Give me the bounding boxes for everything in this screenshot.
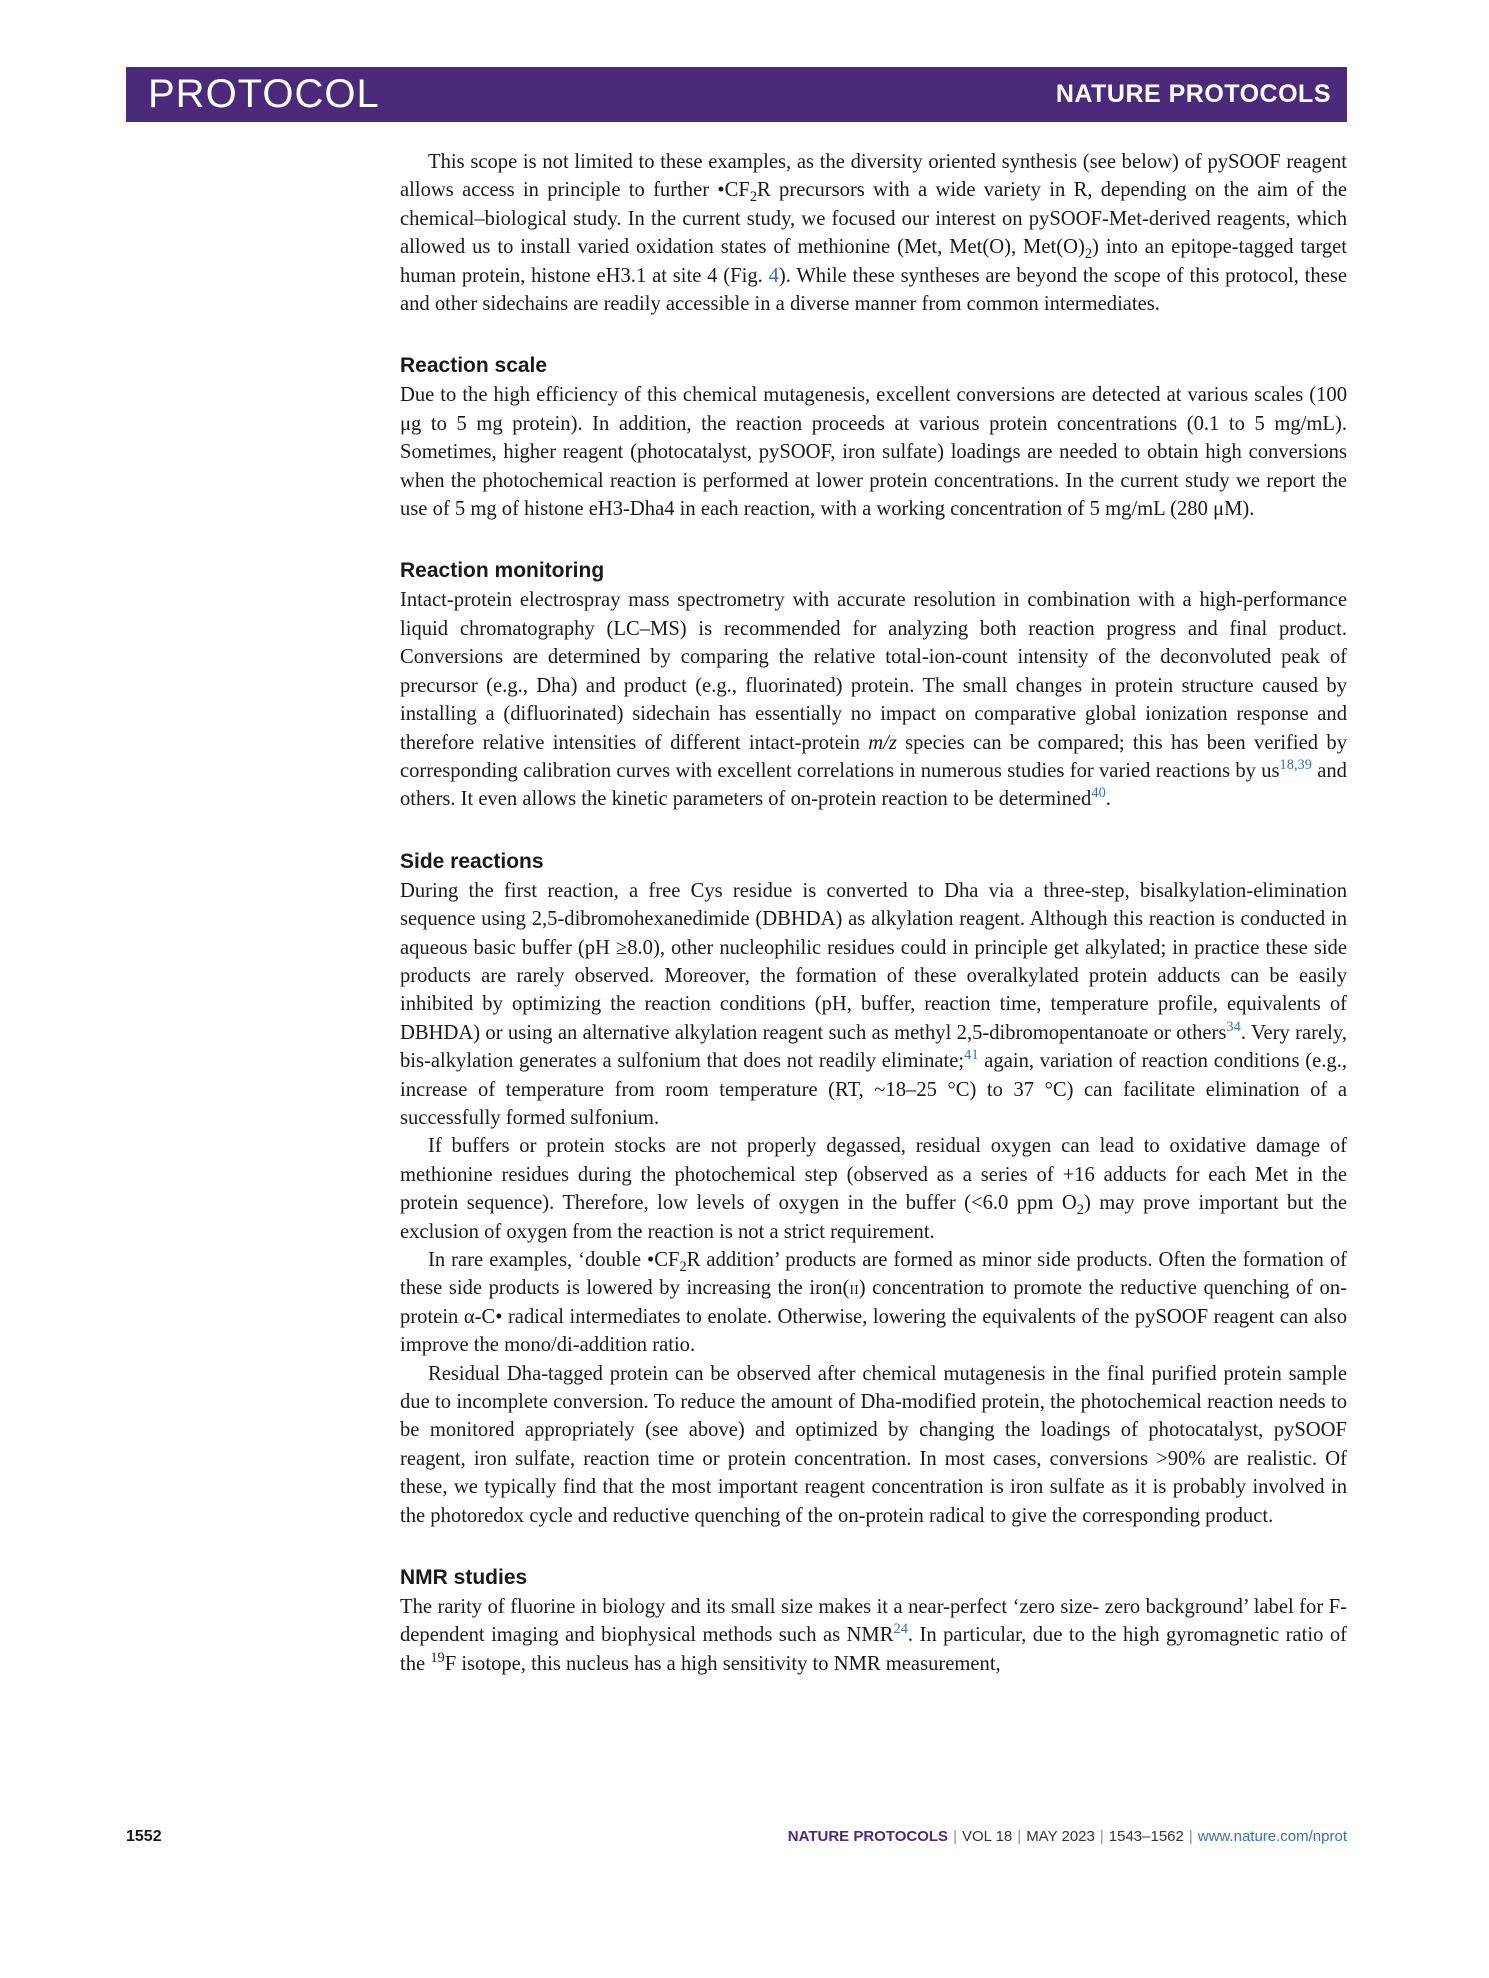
section-label: PROTOCOL bbox=[148, 72, 380, 116]
paragraph: Intact-protein electrospray mass spectrometry with accurate resolution in combination with a high-performance liquid chromatography (LC–MS) is recommended for analyzing both reaction progress and final product. Conversions are determined by comparing the relative total-ion-count intensity of the deconvoluted peak of precursor (e.g., Dha) and product (e.g., fluorinated) protein. The small changes in protein structure caused by installing a (difluorinated) sidechain has essentially no impact on comparative global ionization response and therefore relative intensities of different intact-protein m/z species can be compared; this has been verified by corresponding calibration curves with excellent correlations in numerous studies for varied reactions by us$^{18,39}$ and others. It even allows the kinetic parameters of on-protein reaction to be determined$^{40}$. bbox=[400, 589, 1347, 811]
main-content bbox=[400, 148, 1347, 1678]
page-footer bbox=[126, 1828, 1347, 1852]
paragraph: Residual Dha-tagged protein can be observed after chemical mutagenesis in the final purified protein sample due to incomplete conversion. To reduce the amount of Dha-modified protein, the photochemical reaction needs to be monitored appropriately (see above) and optimized by changing the loadings of photocatalyst, pySOOF reagent, iron sulfate, reaction time or protein concentration. In most cases, conversions >90% are realistic. Of these, we typically find that the most important reagent concentration is iron sulfate as it is probably involved in the photoredox cycle and reductive quenching of the on-protein radical to give the corresponding product. bbox=[400, 1362, 1347, 1527]
reference-link[interactable]: 34 bbox=[1226, 1018, 1241, 1035]
page-header bbox=[126, 67, 1347, 122]
section-side-reactions bbox=[400, 848, 1347, 1530]
paragraph: The rarity of fluorine in biology and its small size makes it a near-perfect ‘zero size- zero background’ label for F-dependent imaging and biophysical methods such as NMR$^{24}$. In particular, due to the high gyromagnetic ratio of the $^{19}$F isotope, this nucleus has a high sensitivity to NMR measurement, bbox=[400, 1596, 1347, 1675]
reference-link[interactable]: 18,39 bbox=[1279, 757, 1312, 774]
section-heading: NMR studies bbox=[400, 1566, 528, 1590]
section-reaction-monitoring bbox=[400, 557, 1347, 813]
section-heading: Side reactions bbox=[400, 849, 544, 873]
section-heading: Reaction monitoring bbox=[400, 559, 605, 583]
section-reaction-scale bbox=[400, 352, 1347, 523]
footer-date: MAY 2023 bbox=[1026, 1828, 1095, 1845]
section-heading: Reaction scale bbox=[400, 354, 548, 378]
paragraph: In rare examples, ‘double $•CF_2R$ addition’ products are formed as minor side products. Often the formation of these side products is lowered by increasing the iron(ii) concentration to promote the reductive quenching of on-protein α-C• radical intermediates to enolate. Otherwise, lowering the equivalents of the pySOOF reagent can also improve the mono/di-addition ratio. bbox=[400, 1249, 1347, 1357]
reference-link[interactable]: 40 bbox=[1091, 785, 1106, 802]
paragraph: If buffers or protein stocks are not properly degassed, residual oxygen can lead to oxidative damage of methionine residues during the photochemical step (observed as a series of +16 adducts for each Met in the protein sequence). Therefore, low levels of oxygen in the buffer (<6.0 ppm $O_2$) may prove important but the exclusion of oxygen from the reaction is not a strict requirement. bbox=[400, 1135, 1347, 1243]
reference-link[interactable]: 24 bbox=[893, 1621, 908, 1638]
footer-journal: NATURE PROTOCOLS bbox=[787, 1828, 949, 1845]
page-number: 1552 bbox=[126, 1828, 162, 1845]
figure-link[interactable]: 4 bbox=[768, 264, 779, 287]
journal-name: NATURE PROTOCOLS bbox=[1055, 80, 1331, 108]
reference-link[interactable]: 41 bbox=[964, 1047, 979, 1064]
section-nmr-studies bbox=[400, 1564, 1347, 1678]
citation-line: NATURE PROTOCOLS | VOL 18 | MAY 2023 | 1543–1562 | www.nature.com/nprot bbox=[787, 1828, 1347, 1845]
paragraph: During the first reaction, a free Cys residue is converted to Dha via a three-step, bisalkylation-elimination sequence using 2,5-dibromohexanedimide (DBHDA) as alkylation reagent. Although this reaction is conducted in aqueous basic buffer (pH ≥8.0), other nucleophilic residues could in principle get alkylated; in practice these side products are rarely observed. Moreover, the formation of these overalkylated protein adducts can be easily inhibited by optimizing the reaction conditions (pH, buffer, reaction time, temperature profile, equivalents of DBHDA) or using an alternative alkylation reagent such as methyl 2,5-dibromopentanoate or others$^{34}$. Very rarely, bis-alkylation generates a sulfonium that does not readily eliminate;$^{41}$ again, variation of reaction conditions (e.g., increase of temperature from room temperature (RT, ~18–25 °C) to 37 °C) can facilitate elimination of a successfully formed sulfonium. bbox=[400, 879, 1347, 1129]
paragraph: Due to the high efficiency of this chemical mutagenesis, excellent conversions are detected at various scales (100 μg to 5 mg protein). In addition, the reaction proceeds at various protein concentrations (0.1 to 5 mg/mL). Sometimes, higher reagent (photocatalyst, pySOOF, iron sulfate) loadings are needed to obtain high conversions when the photochemical reaction is performed at lower protein concentrations. In the current study we report the use of 5 mg of histone eH3-Dha4 in each reaction, with a working concentration of 5 mg/mL (280 μM). bbox=[400, 384, 1347, 521]
footer-pages: 1543–1562 bbox=[1108, 1828, 1184, 1845]
intro-paragraph: This scope is not limited to these examples, as the diversity oriented synthesis (see below) of pySOOF reagent allows access in principle to further $•CF_2R$ precursors with a wide variety in R, depending on the aim of the chemical–biological study. In the current study, we focused our interest on pySOOF-Met-derived reagents, which allowed us to install varied oxidation states of methionine (Met, Met(O), $Met(O)_2$) into an epitope-tagged target human protein, histone eH3.1 at site 4 (Fig. 4). While these syntheses are beyond the scope of this protocol, these and other sidechains are readily accessible in a diverse manner from common intermediates. bbox=[400, 151, 1347, 316]
footer-volume: VOL 18 bbox=[961, 1828, 1013, 1845]
journal-url-link[interactable]: www.nature.com/nprot bbox=[1197, 1828, 1347, 1845]
